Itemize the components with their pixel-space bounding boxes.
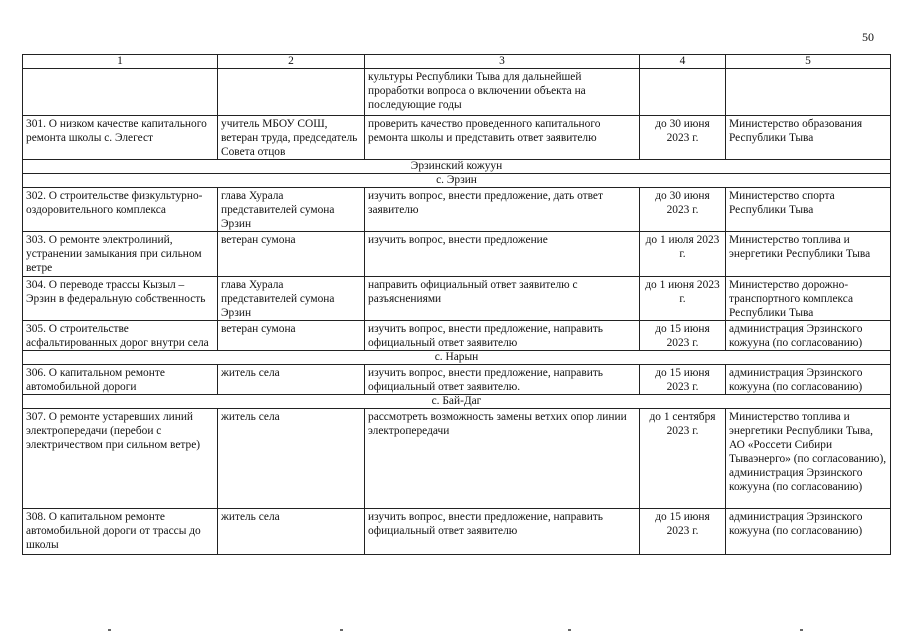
table-row <box>23 321 891 351</box>
cell-action: рассмотреть возможность замены ветхих опор линии электропередачи <box>365 409 640 509</box>
cell-action: культуры Республики Тыва для дальнейшей проработки вопроса о включении объекта на последующие годы <box>365 69 640 116</box>
cell-responsible: Министерство топлива и энергетики Республики Тыва, АО «Россети Сибири Тываэнерго» (по согласованию), администрация Эрзинского кожууна (по согласованию) <box>726 409 891 509</box>
cell-deadline: до 1 сентября 2023 г. <box>640 409 726 509</box>
village-heading: с. Бай-Даг <box>23 395 891 409</box>
cell-responsible: Министерство дорожно-транспортного комплекса Республики Тыва <box>726 277 891 321</box>
village-heading-row <box>23 174 891 188</box>
cell-responsible: Министерство топлива и энергетики Республики Тыва <box>726 232 891 277</box>
decisions-table <box>22 54 891 555</box>
cell-applicant: житель села <box>218 409 365 509</box>
column-number: 2 <box>218 55 365 69</box>
village-heading: с. Эрзин <box>23 174 891 188</box>
cell-responsible: Министерство образования Республики Тыва <box>726 116 891 160</box>
cell-deadline: до 30 июня 2023 г. <box>640 188 726 232</box>
page-number: 50 <box>862 30 874 44</box>
column-number: 1 <box>23 55 218 69</box>
village-heading: с. Нарын <box>23 351 891 365</box>
kozhuun-heading-row <box>23 160 891 174</box>
scan-edge-marks <box>0 629 905 633</box>
cell-topic <box>23 69 218 116</box>
column-number: 3 <box>365 55 640 69</box>
column-number: 4 <box>640 55 726 69</box>
scan-mark <box>340 629 343 631</box>
table-row <box>23 509 891 555</box>
cell-deadline: до 15 июня 2023 г. <box>640 365 726 395</box>
cell-topic: 303. О ремонте электролиний, устранении замыкания при сильном ветре <box>23 232 218 277</box>
cell-responsible: администрация Эрзинского кожууна (по согласованию) <box>726 365 891 395</box>
cell-action: проверить качество проведенного капитального ремонта школы и представить ответ заявителю <box>365 116 640 160</box>
cell-topic: 307. О ремонте устаревших линий электропередачи (перебои с электричеством при сильном ветре) <box>23 409 218 509</box>
table-row <box>23 409 891 509</box>
cell-applicant: житель села <box>218 365 365 395</box>
table-row <box>23 188 891 232</box>
table-row <box>23 277 891 321</box>
cell-action: изучить вопрос, внести предложение, направить официальный ответ заявителю <box>365 509 640 555</box>
cell-topic: 302. О строительстве физкультурно-оздоровительного комплекса <box>23 188 218 232</box>
scan-mark <box>108 629 111 631</box>
column-number: 5 <box>726 55 891 69</box>
column-numbers-row <box>23 55 891 69</box>
cell-applicant: житель села <box>218 509 365 555</box>
cell-topic: 304. О переводе трассы Кызыл – Эрзин в федеральную собственность <box>23 277 218 321</box>
cell-deadline: до 1 июля 2023 г. <box>640 232 726 277</box>
cell-responsible: администрация Эрзинского кожууна (по согласованию) <box>726 321 891 351</box>
cell-applicant: глава Хурала представителей сумона Эрзин <box>218 277 365 321</box>
cell-topic: 306. О капитальном ремонте автомобильной дороги <box>23 365 218 395</box>
cell-topic: 308. О капитальном ремонте автомобильной дороги от трассы до школы <box>23 509 218 555</box>
table-row <box>23 232 891 277</box>
cell-action: изучить вопрос, внести предложение <box>365 232 640 277</box>
cell-responsible <box>726 69 891 116</box>
scan-mark <box>800 629 803 631</box>
scan-mark <box>568 629 571 631</box>
cell-deadline: до 30 июня 2023 г. <box>640 116 726 160</box>
cell-responsible: администрация Эрзинского кожууна (по согласованию) <box>726 509 891 555</box>
table-row <box>23 116 891 160</box>
cell-applicant: глава Хурала представителей сумона Эрзин <box>218 188 365 232</box>
cell-topic: 301. О низком качестве капитального ремонта школы с. Элегест <box>23 116 218 160</box>
village-heading-row <box>23 395 891 409</box>
cell-deadline: до 15 июня 2023 г. <box>640 321 726 351</box>
cell-topic: 305. О строительстве асфальтированных дорог внутри села <box>23 321 218 351</box>
village-heading-row <box>23 351 891 365</box>
cell-deadline: до 15 июня 2023 г. <box>640 509 726 555</box>
cell-action: изучить вопрос, внести предложение, направить официальный ответ заявителю. <box>365 365 640 395</box>
cell-action: направить официальный ответ заявителю с разъяснениями <box>365 277 640 321</box>
kozhuun-heading: Эрзинский кожуун <box>23 160 891 174</box>
cell-deadline <box>640 69 726 116</box>
cell-deadline: до 1 июня 2023 г. <box>640 277 726 321</box>
cell-action: изучить вопрос, внести предложение, направить официальный ответ заявителю <box>365 321 640 351</box>
cell-applicant: учитель МБОУ СОШ, ветеран труда, председатель Совета отцов <box>218 116 365 160</box>
cell-action: изучить вопрос, внести предложение, дать ответ заявителю <box>365 188 640 232</box>
cell-applicant: ветеран сумона <box>218 232 365 277</box>
continuation-row <box>23 69 891 116</box>
cell-applicant <box>218 69 365 116</box>
cell-responsible: Министерство спорта Республики Тыва <box>726 188 891 232</box>
cell-applicant: ветеран сумона <box>218 321 365 351</box>
table-row <box>23 365 891 395</box>
